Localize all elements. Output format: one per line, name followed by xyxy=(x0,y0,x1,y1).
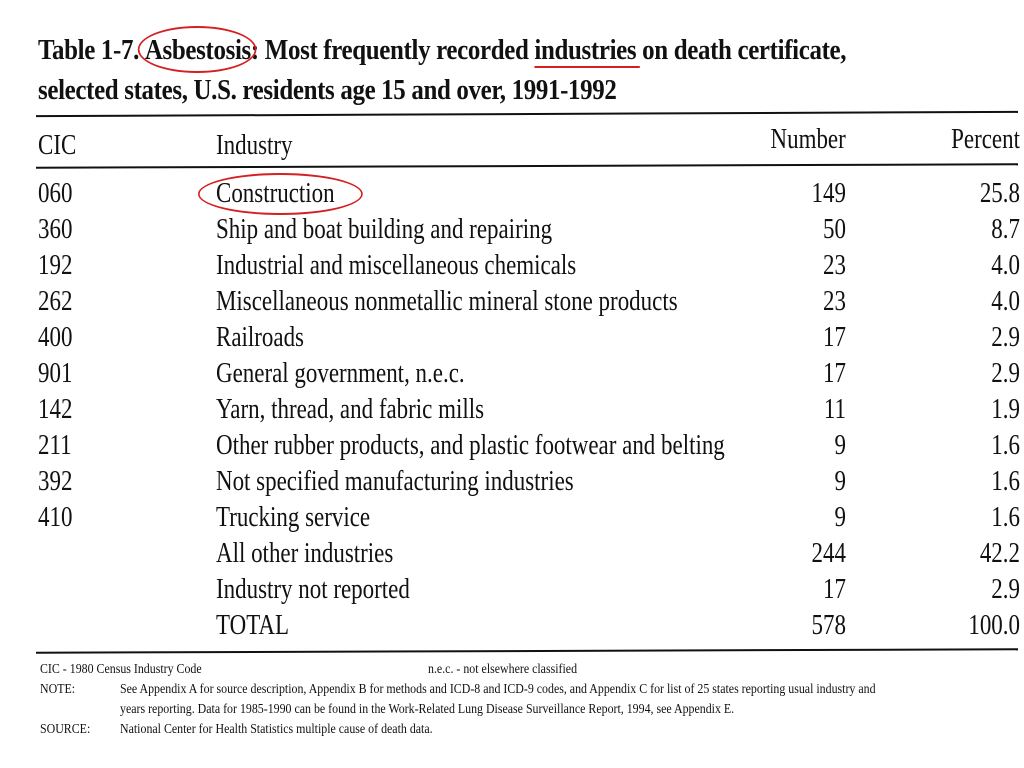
header-industry: Industry xyxy=(216,130,293,161)
cell-number: 9 xyxy=(834,466,846,497)
footnote-note xyxy=(40,680,1015,700)
cell-number: 23 xyxy=(823,286,846,317)
table-header-row xyxy=(38,124,1020,164)
table-title xyxy=(38,30,881,110)
cell-industry: Trucking service xyxy=(216,502,371,533)
cell-cic: 142 xyxy=(38,394,73,425)
title-line-2: selected states, U.S. residents age 15 and over, 1991-1992 xyxy=(38,74,617,106)
header-percent: Percent xyxy=(951,124,1020,155)
cell-percent: 2.9 xyxy=(991,322,1020,353)
cell-industry: All other industries xyxy=(216,538,394,569)
table-footnotes xyxy=(40,660,1015,740)
source-text: National Center for Health Statistics multiple cause of death data. xyxy=(120,722,433,737)
cell-percent: 25.8 xyxy=(979,178,1020,209)
table-row xyxy=(38,284,1020,320)
cell-industry: Other rubber products, and plastic footwear and belting xyxy=(216,430,725,461)
asbestosis-circled-word: Asbestosis xyxy=(145,30,251,70)
cell-number: 9 xyxy=(834,502,846,533)
cell-cic: 060 xyxy=(38,178,73,209)
cell-cic: 360 xyxy=(38,214,73,245)
cell-cic: 410 xyxy=(38,502,73,533)
footnote-note-cont xyxy=(40,700,1015,720)
cell-cic: 392 xyxy=(38,466,73,497)
bottom-rule xyxy=(36,648,1018,653)
cell-cic: 901 xyxy=(38,358,73,389)
table-row xyxy=(38,176,1020,212)
table-row xyxy=(38,356,1020,392)
cell-number: 578 xyxy=(811,610,846,641)
footnote-definitions xyxy=(40,660,1015,680)
cell-percent: 42.2 xyxy=(979,538,1020,569)
cell-industry: Industry not reported xyxy=(216,574,410,605)
title-line-1 xyxy=(38,30,881,70)
source-label: SOURCE: xyxy=(40,722,91,737)
table-row xyxy=(38,428,1020,464)
cell-industry: Railroads xyxy=(216,322,304,353)
title-prefix: Table 1-7. xyxy=(38,34,145,66)
cell-percent: 1.9 xyxy=(991,394,1020,425)
cell-percent: 4.0 xyxy=(991,250,1020,281)
industries-underlined-word: industries xyxy=(534,30,636,70)
table-row xyxy=(38,248,1020,284)
cell-industry: Industrial and miscellaneous chemicals xyxy=(216,250,577,281)
cell-number: 23 xyxy=(823,250,846,281)
cell-number: 244 xyxy=(811,538,846,569)
note-line-2: years reporting. Data for 1985-1990 can be found in the Work-Related Lung Disease Surveillance Report, 1994, see Appendix E. xyxy=(120,702,735,717)
title-suffix: on death certificate, xyxy=(636,34,847,66)
cell-industry: TOTAL xyxy=(216,610,289,641)
cell-percent: 4.0 xyxy=(991,286,1020,317)
cell-number: 149 xyxy=(811,178,846,209)
cell-cic: 400 xyxy=(38,322,73,353)
nec-definition: n.e.c. - not elsewhere classified xyxy=(428,662,578,677)
construction-circled-text: Construction xyxy=(216,176,335,212)
cell-industry: Not specified manufacturing industries xyxy=(216,466,574,497)
header-cic: CIC xyxy=(38,130,77,161)
table-row xyxy=(38,464,1020,500)
cell-industry: Ship and boat building and repairing xyxy=(216,214,553,245)
cell-cic: 192 xyxy=(38,250,73,281)
note-label: NOTE: xyxy=(40,682,76,697)
cell-cic: 211 xyxy=(38,430,72,461)
cell-industry: Miscellaneous nonmetallic mineral stone products xyxy=(216,286,678,317)
top-rule xyxy=(36,111,1018,117)
header-rule xyxy=(36,163,1018,168)
table-row xyxy=(38,320,1020,356)
cell-percent: 100.0 xyxy=(968,610,1020,641)
cell-number: 50 xyxy=(823,214,846,245)
cell-percent: 2.9 xyxy=(991,574,1020,605)
table-row xyxy=(38,392,1020,428)
cell-number: 17 xyxy=(823,574,846,605)
cell-cic: 262 xyxy=(38,286,73,317)
note-line-1: See Appendix A for source description, Appendix B for methods and ICD-8 and ICD-9 codes, and Appendix C for list of 25 states reporting usual industry and xyxy=(120,682,876,697)
cell-percent: 1.6 xyxy=(991,430,1020,461)
cic-definition: CIC - 1980 Census Industry Code xyxy=(40,662,202,677)
table-row xyxy=(38,500,1020,536)
table-row xyxy=(38,536,1020,572)
cell-number: 17 xyxy=(823,358,846,389)
table-row xyxy=(38,212,1020,248)
cell-percent: 2.9 xyxy=(991,358,1020,389)
cell-number: 17 xyxy=(823,322,846,353)
cell-industry xyxy=(216,176,335,212)
cell-percent: 1.6 xyxy=(991,466,1020,497)
table-row-total xyxy=(38,608,1020,644)
cell-percent: 8.7 xyxy=(991,214,1020,245)
footnote-source xyxy=(40,720,1015,740)
cell-industry: General government, n.e.c. xyxy=(216,358,465,389)
cell-percent: 1.6 xyxy=(991,502,1020,533)
cell-industry: Yarn, thread, and fabric mills xyxy=(216,394,485,425)
cell-number: 11 xyxy=(823,394,846,425)
cell-number: 9 xyxy=(834,430,846,461)
header-number: Number xyxy=(770,124,846,155)
table-row xyxy=(38,572,1020,608)
title-middle: Most frequently recorded xyxy=(264,34,535,66)
title-separator: : xyxy=(250,34,265,66)
